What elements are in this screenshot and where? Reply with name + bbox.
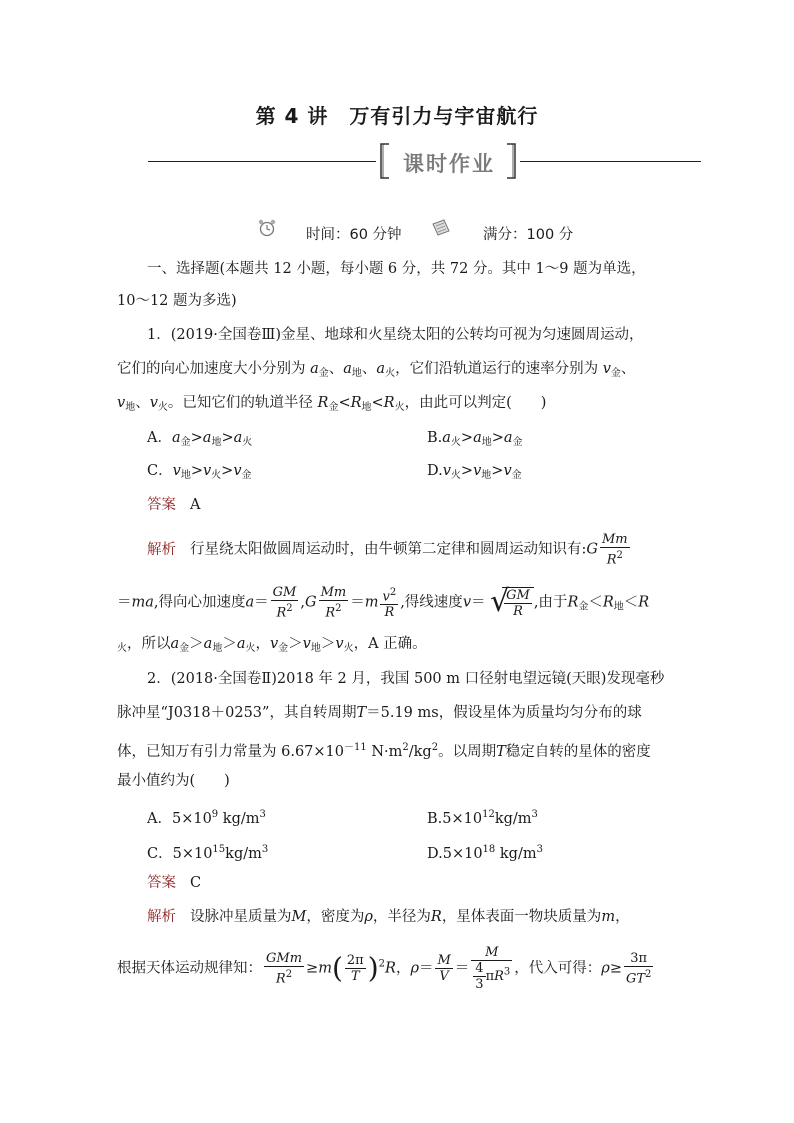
q2-option-b[interactable]: $B.5\times 10^{12}kg/m^3$ — [427, 809, 538, 827]
q1-analysis-line2: ＝ma,得向心加速度a＝ $\frac{GM}{R^2}$ ,G $\frac{Mm}{R^2}$ ＝m $\frac{v^2}{R}$ ,得线速度v＝ √ $\frac{GM}{R}$ ,由于$R_金<R_地<R$ — [117, 583, 650, 621]
q2-stem-line2: 脉冲星“J0318＋0253”，其自转周期T＝5.19 ms，假设星体为质量均匀分布的球 — [117, 705, 642, 721]
q1-stem-line2: 它们的向心加速度大小分别为 $a_金$、$a_地$、$a_火$，它们沿轨道运行的速率分别为 $v_金$、 — [117, 361, 636, 379]
q1-analysis-line3: $_火$，所以$a_金>a_地>a_火$，$v_金>v_地>v_火$，A 正确。 — [117, 636, 427, 654]
q1-analysis-line1: 解析 行星绕太阳做圆周运动时，由牛顿第二定律和圆周运动知识有:G $\frac{Mm}{R^2}$ — [147, 532, 628, 568]
q2-answer: 答案 C — [147, 875, 202, 891]
banner-right-rule — [520, 161, 701, 162]
q2-option-d[interactable]: $D.5\times 10^{18}$ $kg/m^3$ — [427, 844, 543, 862]
full-score: 满分：100 分 — [483, 227, 574, 243]
q1-option-c[interactable]: C．$v_地>v_火>v_金$ — [147, 463, 252, 481]
q2-stem-line4: 最小值约为( ) — [117, 773, 230, 789]
q1-option-d[interactable]: $D.v_火>v_地>v_金$ — [427, 463, 522, 481]
q2-option-a[interactable]: A．$5\times 10^9$ $kg/m^3$ — [147, 809, 266, 827]
q1-option-b[interactable]: $B.a_火>a_地>a_金$ — [427, 430, 523, 448]
paper-pen-icon — [430, 218, 452, 238]
q2-option-c[interactable]: C．$5\times 10^{15}kg/m^3$ — [147, 844, 269, 862]
banner-left-rule — [148, 161, 376, 162]
section-heading: 一、选择题(本题共 12 小题，每小题 6 分，共 72 分。其中 1～9 题为单选， — [147, 261, 646, 277]
time-limit: 时间：60 分钟 — [306, 227, 402, 243]
q1-answer: 答案 A — [147, 497, 201, 513]
q2-analysis-line2: 根据天体运动规律知： $\frac{\text{GMm}}{R^2}$ ≥m( $\frac{2\pi}{T}$ )$^2$R，ρ＝ $\frac{M}{V}$ ＝ M $\frac{4}{3}$ $\pi R^3$ ，代入可得：ρ≥ $\frac{3\pi}{GT^2}$ — [117, 945, 652, 992]
q2-stem-line1: 2．(2018·全国卷Ⅱ)2018 年 2 月，我国 500 m 口径射电望远镜(天眼)发现毫秒 — [147, 671, 665, 687]
q2-stem-line3: 体，已知万有引力常量为 $6.67\times 10^{-11}$ $N\cdot m^2/kg^2$。以周期T稳定自转的星体的密度 — [117, 742, 651, 760]
q1-option-a[interactable]: A．$a_金>a_地>a_火$ — [147, 430, 253, 448]
q1-stem-line3: $v_地$、$v_火$。已知它们的轨道半径 $R_金<R_地<R_火$，由此可以判定( ) — [117, 395, 547, 413]
page-title: 第 4 讲 万有引力与宇宙航行 — [255, 104, 539, 128]
q1-stem-line1: 1．(2019·全国卷Ⅲ)金星、地球和火星绕太阳的公转均可视为匀速圆周运动， — [147, 327, 644, 343]
banner-label: 课时作业 — [403, 152, 495, 176]
section-heading-cont: 10～12 题为多选) — [117, 293, 237, 309]
alarm-clock-icon — [257, 218, 277, 238]
q2-analysis-line1: 解析 设脉冲星质量为M，密度为ρ，半径为R，星体表面一物块质量为m， — [147, 909, 630, 925]
